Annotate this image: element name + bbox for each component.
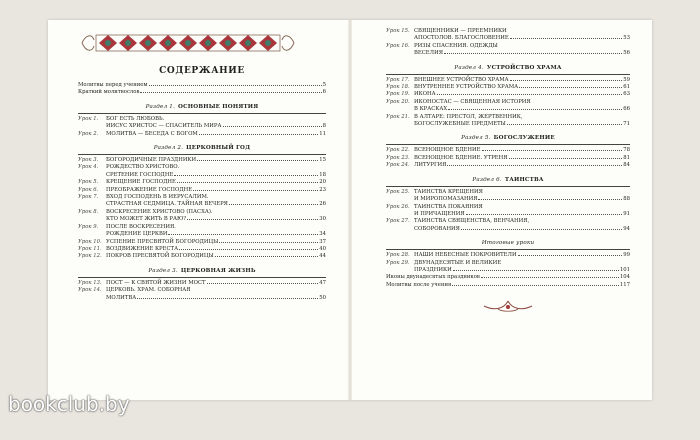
entry-title-line: ИКОНОСТАС — СВЯЩЕННАЯ ИСТОРИЯ: [414, 98, 531, 105]
toc-entry: [386, 99, 630, 114]
toc-entry: [386, 218, 630, 233]
section-label: Раздел 1.: [145, 103, 176, 110]
lesson-number: Урок 24.: [386, 162, 410, 169]
toc-entry: [386, 252, 630, 259]
page-number: 66: [623, 106, 630, 113]
dot-leader: [137, 298, 318, 299]
lesson-number: Урок 10.: [78, 238, 102, 245]
toc-entry: [386, 155, 630, 162]
entry-title-line: БОГОРОДИЧНЫЕ ПРАЗДНИКИ: [106, 157, 197, 164]
dot-leader: [219, 242, 318, 243]
page-number: 44: [319, 253, 326, 260]
lesson-number: Урок 21.: [386, 113, 410, 120]
right-sections: [386, 65, 630, 290]
entry-title-line: ПРАЗДНИКИ: [414, 266, 452, 273]
section-label: Раздел 3.: [148, 267, 178, 274]
toc-entry: [78, 253, 326, 260]
entry-title-line: МОЛИТВА: [106, 294, 137, 301]
ornament-dot: [225, 40, 231, 46]
lesson-number: Урок 6.: [78, 186, 99, 193]
toc-entry: [386, 204, 630, 219]
entry-title-line: Молитвы перед учением: [78, 82, 148, 88]
entry-title-line: Молитвы после учения: [386, 281, 452, 288]
entry-title-line: И МИРОПОМАЗАНИЯ: [414, 196, 478, 203]
lesson-number: Урок 28.: [386, 252, 410, 259]
section-label: Раздел 6.: [472, 176, 502, 183]
lesson-number: Урок 1.: [78, 115, 99, 122]
entry-title-line: Краткий молитвослов: [78, 89, 140, 96]
dot-leader: [437, 94, 623, 95]
page-number: 84: [623, 162, 630, 169]
page-number: 47: [319, 279, 326, 286]
entry-title-line: В КРАСКАХ: [414, 106, 448, 113]
page-number: 81: [623, 154, 630, 161]
toc-entry: [386, 189, 630, 204]
section-rule: [78, 154, 326, 155]
section-rule: [78, 277, 326, 278]
entry-title-line: ПРЕОБРАЖЕНИЕ ГОСПОДНЕ: [106, 186, 193, 193]
lesson-number: Урок 15.: [386, 28, 410, 34]
toc-entry: [386, 282, 630, 289]
lesson-number: Урок 14.: [78, 287, 102, 294]
dot-leader: [518, 255, 623, 256]
toc-entry: [78, 179, 326, 186]
section-rule: [386, 249, 630, 250]
page-number: 99: [623, 252, 630, 259]
page-number: 50: [319, 294, 326, 301]
entry-title-line: НАШИ НЕБЕСНЫЕ ПОКРОВИТЕЛИ: [414, 252, 517, 259]
toc-title: СОДЕРЖАНИЕ: [159, 66, 245, 76]
section-label: Раздел 2.: [153, 145, 184, 152]
toc-entry: [78, 280, 326, 287]
entry-title-line: ЦЕРКОВЬ. ХРАМ. СОБОРНАЯ: [106, 287, 191, 294]
dot-leader: [193, 190, 318, 191]
entry-title-line: РОЖДЕНИЕ ЦЕРКВИ: [106, 231, 168, 238]
entry-title-line: ПОСТ — К СВЯТОЙ ЖИЗНИ МОСТ: [106, 279, 206, 286]
entry-title-line: В АЛТАРЕ: ПРЕСТОЛ, ЖЕРТВЕННИК,: [414, 113, 523, 120]
right-top-entries: [386, 28, 630, 58]
toc-entry: [78, 116, 326, 131]
section-title: Итоговые уроки: [481, 240, 535, 247]
left-page: [48, 20, 350, 400]
toc-entry: [386, 162, 630, 169]
dot-leader: [215, 256, 319, 257]
entry-title-line: ВОЗДВИЖЕНИЕ КРЕСТА: [106, 245, 179, 252]
section-rule: [78, 113, 326, 114]
dot-leader: [187, 219, 318, 220]
toc-entry: [78, 187, 326, 194]
page-number: 94: [623, 225, 630, 232]
ornament-dot: [165, 40, 171, 46]
dot-leader: [168, 234, 318, 235]
page-number: 91: [623, 210, 630, 217]
section-rule: [386, 186, 630, 187]
lesson-number: Урок 22.: [386, 147, 410, 154]
dot-leader: [509, 158, 623, 159]
entry-title-line: СРЕТЕНИЕ ГОСПОДНЕ: [106, 171, 174, 178]
left-sections: [78, 104, 326, 302]
lesson-number: Урок 17.: [386, 76, 410, 83]
toc-entry: [78, 209, 326, 224]
toc-entry: [78, 82, 326, 89]
page-number: 53: [623, 35, 630, 42]
toc-entry: [386, 28, 630, 43]
ornament-dot: [185, 40, 191, 46]
section-title: ЦЕРКОВНАЯ ЖИЗНЬ: [180, 267, 256, 274]
page-number: 63: [623, 91, 630, 98]
toc-section: [386, 177, 630, 233]
entry-title-line: МОЛИТВА — БЕСЕДА С БОГОМ: [106, 130, 198, 137]
dot-leader: [140, 92, 321, 93]
ornament-dot: [125, 40, 131, 46]
section-heading: [386, 65, 630, 71]
ornament-dot: [245, 40, 251, 46]
entry-title-line: ПОКРОВ ПРЕСВЯТОЙ БОГОРОДИЦЫ: [106, 253, 214, 260]
page-number: 104: [619, 274, 630, 281]
entry-title-line: ТАИНСТВА СВЯЩЕНСТВА, ВЕНЧАНИЯ,: [414, 218, 530, 225]
dot-leader: [207, 283, 319, 284]
dot-leader: [452, 285, 619, 286]
toc-entry: [386, 274, 630, 281]
entry-title-line: КРЕЩЕНИЕ ГОСПОДНЕ: [106, 179, 176, 186]
dot-leader: [223, 126, 322, 127]
section-heading: [78, 104, 326, 110]
page-number: 5: [322, 82, 326, 88]
book-spread: [48, 20, 652, 400]
lesson-number: Урок 7.: [78, 194, 99, 201]
section-heading: [386, 240, 630, 246]
entry-title-line: СВЯЩЕННИКИ — ПРЕЕМНИКИ: [414, 28, 507, 34]
section-rule: [386, 144, 630, 145]
entry-title-line: СТРАСТНАЯ СЕДМИЦА. ТАЙНАЯ ВЕЧЕРЯ: [106, 201, 228, 208]
section-label: Раздел 4.: [454, 64, 484, 71]
dot-leader: [481, 277, 619, 278]
entry-title-line: УСПЕНИЕ ПРЕСВЯТОЙ БОГОРОДИЦЫ: [106, 238, 219, 245]
toc-entry: [78, 239, 326, 246]
page-number: 59: [623, 76, 630, 83]
entry-title-line: ИИСУС ХРИСТОС — СПАСИТЕЛЬ МИРА: [106, 123, 222, 130]
dot-leader: [448, 109, 622, 110]
toc-entry: [386, 260, 630, 275]
toc-section: [386, 65, 630, 129]
page-number: 30: [319, 216, 326, 223]
page-number: 8: [322, 123, 326, 130]
section-title: БОГОСЛУЖЕНИЕ: [493, 135, 555, 142]
section-heading: [78, 145, 326, 151]
toc-section: [386, 240, 630, 289]
lesson-number: Урок 13.: [78, 279, 102, 286]
section-title: ТАИНСТВА: [504, 176, 544, 183]
lesson-number: Урок 26.: [386, 203, 410, 210]
entry-title-line: ТАИНСТВА КРЕЩЕНИЯ: [414, 188, 483, 195]
section-heading: [386, 177, 630, 183]
toc-entry: [78, 157, 326, 164]
dot-leader: [174, 175, 318, 176]
toc-entry: [78, 287, 326, 302]
watermark-text: bookclub.by: [8, 392, 130, 416]
entry-title-line: ПОСЛЕ ВОСКРЕСЕНИЯ.: [106, 223, 176, 230]
toc-entry: [78, 89, 326, 96]
toc-entry: [78, 131, 326, 138]
dot-leader: [510, 38, 622, 39]
intro-list: [78, 82, 326, 97]
dot-leader: [510, 80, 623, 81]
page-number: 37: [319, 238, 326, 245]
entry-title-line: ДВУНАДЕСЯТЫЕ И ВЕЛИКИЕ: [414, 259, 502, 266]
dot-leader: [447, 165, 622, 166]
lesson-number: Урок 11.: [78, 245, 102, 252]
entry-title-line: ВНУТРЕННЕЕ УСТРОЙСТВО ХРАМА: [414, 84, 519, 91]
page-number: 26: [319, 201, 326, 208]
entry-title-line: РОЖДЕСТВО ХРИСТОВО.: [106, 164, 180, 171]
dot-leader: [199, 134, 318, 135]
lesson-number: Урок 29.: [386, 259, 410, 266]
toc-entry: [386, 84, 630, 91]
entry-title-line: АПОСТОЛОВ. БЛАГОСЛОВЕНИЕ: [414, 35, 509, 42]
entry-title-line: ТАИНСТВА ПОКАЯНИЯ: [414, 203, 483, 210]
dot-leader: [197, 160, 318, 161]
entry-title-line: РИЗЫ СПАСЕНИЯ. ОДЕЖДЫ: [414, 42, 498, 49]
toc-entry: [78, 224, 326, 239]
lesson-number: Урок 23.: [386, 154, 410, 161]
dot-leader: [229, 204, 318, 205]
entry-title-line: ВСЕНОЩНОЕ БДЕНИЕ. УТРЕНЯ: [414, 154, 508, 161]
entry-title-line: БОГ ЕСТЬ ЛЮБОВЬ.: [106, 115, 165, 122]
ornament-dot: [145, 40, 151, 46]
toc-entry: [386, 114, 630, 129]
section-title: УСТРОЙСТВО ХРАМА: [486, 64, 562, 71]
section-title: ОСНОВНЫЕ ПОНЯТИЯ: [178, 103, 259, 110]
page-number: 61: [623, 84, 630, 91]
page-number: 23: [319, 186, 326, 193]
entry-title-line: ВЕСЕЛИЯ: [414, 50, 443, 57]
dot-leader: [466, 214, 623, 215]
dot-leader: [478, 199, 622, 200]
section-heading: [386, 135, 630, 141]
lesson-number: Урок 9.: [78, 223, 99, 230]
entry-title-line: КТО МОЖЕТ ЖИТЬ В РАЮ?: [106, 216, 187, 223]
page-number: 15: [319, 157, 326, 164]
entry-title-line: ИКОНА: [414, 91, 436, 98]
entry-title-line: ВХОД ГОСПОДЕНЬ В ИЕРУСАЛИМ.: [106, 194, 209, 201]
lesson-number: Урок 18.: [386, 84, 410, 91]
toc-section: [386, 135, 630, 169]
ornament-dot: [105, 40, 111, 46]
toc-entry: [386, 43, 630, 58]
dot-leader: [461, 229, 622, 230]
entry-title-line: ВНЕШНЕЕ УСТРОЙСТВО ХРАМА: [414, 76, 509, 83]
decorative-border-ornament: [78, 30, 298, 56]
page-number: 117: [619, 281, 630, 288]
dot-leader: [444, 53, 622, 54]
page-number: 78: [623, 147, 630, 154]
lesson-number: Урок 5.: [78, 179, 99, 186]
page-number: 56: [623, 50, 630, 57]
dot-leader: [519, 87, 622, 88]
section-title: ЦЕРКОВНЫЙ ГОД: [186, 145, 251, 152]
toc-entry: [386, 77, 630, 84]
ornament-dot: [205, 40, 211, 46]
dot-leader: [179, 249, 318, 250]
decorative-flourish-ornament: [478, 299, 538, 313]
page-number: 34: [319, 231, 326, 238]
lesson-number: Урок 12.: [78, 253, 102, 260]
lesson-number: Урок 3.: [78, 157, 99, 164]
lesson-number: Урок 4.: [78, 164, 99, 171]
entry-title-line: И ПРИЧАЩЕНИЯ: [414, 210, 465, 217]
entry-title-line: БОГОСЛУЖЕБНЫЕ ПРЕДМЕТЫ: [414, 121, 506, 128]
page-number: 88: [623, 196, 630, 203]
page-number: 11: [319, 130, 326, 137]
ornament-dot: [265, 40, 271, 46]
page-number: 20: [319, 179, 326, 186]
page-number: 18: [319, 171, 326, 178]
lesson-number: Урок 25.: [386, 188, 410, 195]
right-page: [350, 20, 652, 400]
toc-section: [78, 268, 326, 302]
page-number: 6: [322, 89, 326, 96]
toc-entry: [386, 147, 630, 154]
lesson-number: Урок 2.: [78, 130, 99, 137]
entry-title-line: Иконы двунадесятых праздников: [386, 274, 480, 281]
entry-title-line: ВОСКРЕСЕНИЕ ХРИСТОВО (ПАСХА).: [106, 208, 213, 215]
toc-entry: [386, 91, 630, 98]
toc-entry: [78, 194, 326, 209]
page-number: 71: [623, 121, 630, 128]
lesson-number: Урок 19.: [386, 91, 410, 98]
lesson-number: Урок 16.: [386, 42, 410, 49]
entry-title-line: СОБОРОВАНИЯ: [414, 225, 460, 232]
section-label: Раздел 5.: [461, 135, 491, 142]
toc-entry: [78, 164, 326, 179]
dot-leader: [177, 182, 318, 183]
dot-leader: [453, 270, 619, 271]
dot-leader: [149, 85, 322, 86]
lesson-number: Урок 8.: [78, 208, 99, 215]
lesson-number: Урок 20.: [386, 98, 410, 105]
entry-title-line: ЛИТУРГИЯ: [414, 162, 447, 169]
toc-section: [78, 145, 326, 261]
page-number: 40: [319, 245, 326, 252]
page-number: 101: [619, 266, 630, 273]
dot-leader: [507, 124, 622, 125]
section-heading: [78, 268, 326, 274]
entry-title-line: ВСЕНОЩНОЕ БДЕНИЕ: [414, 147, 481, 154]
toc-section: [78, 104, 326, 138]
dot-leader: [482, 150, 623, 151]
lesson-number: Урок 27.: [386, 218, 410, 225]
section-rule: [386, 74, 630, 75]
